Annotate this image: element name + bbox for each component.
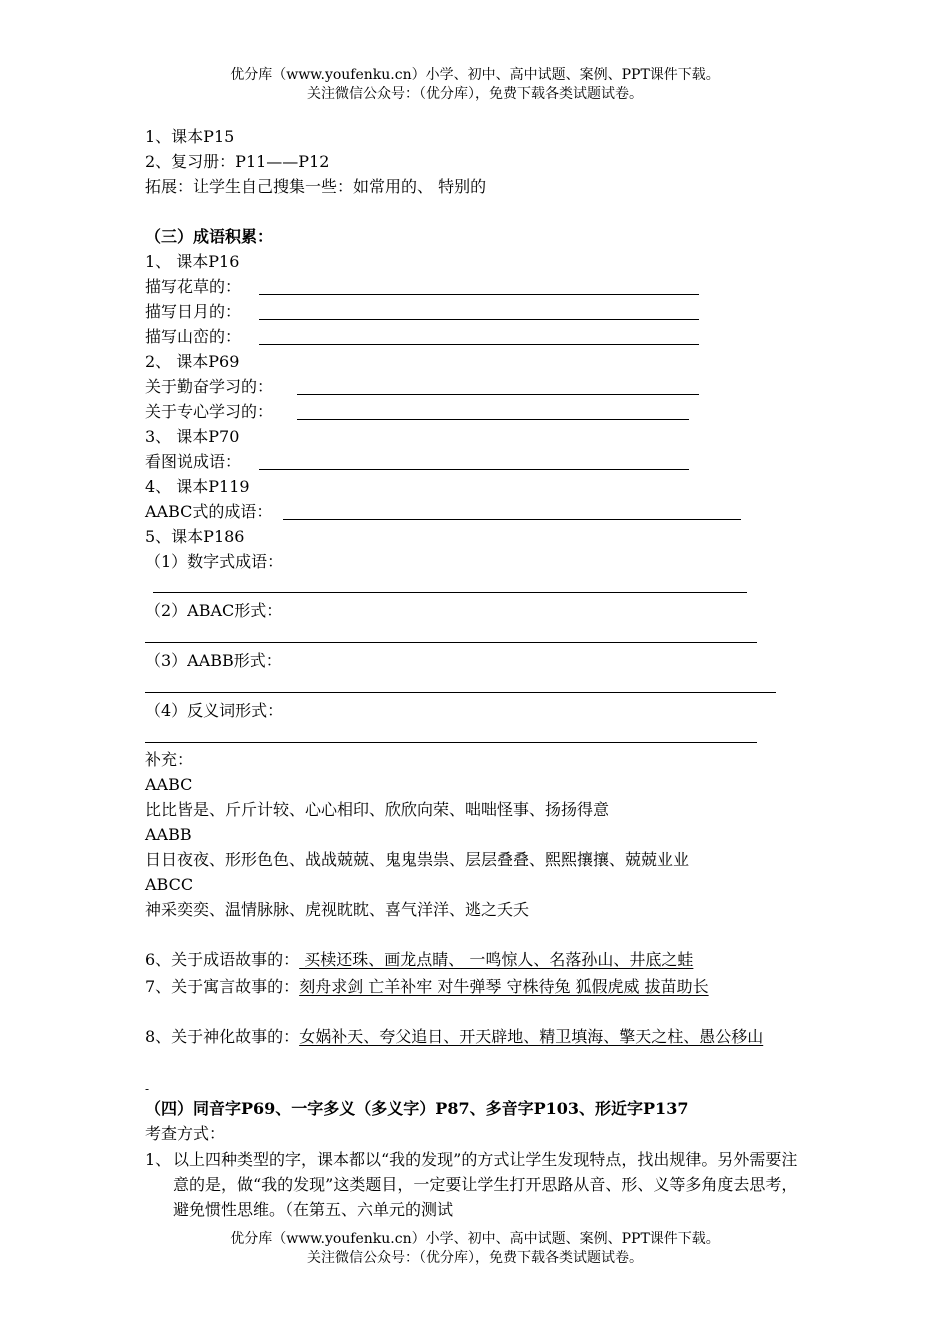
fill-label: 看图说成语： — [145, 452, 242, 471]
page-footer-line2: 关注微信公众号：（优分库），免费下载各类试题试卷。 — [307, 1250, 643, 1266]
story-line — [145, 974, 810, 999]
answer-blank — [259, 469, 689, 470]
answer-blank — [297, 419, 689, 420]
story-answers: 女娲补天、夸父追日、开天辟地、精卫填海、擎天之柱、愚公移山 — [299, 1027, 764, 1046]
answer-blank — [259, 344, 699, 345]
page-header-line2: 关注微信公众号：（优分库），免费下载各类试题试卷。 — [307, 86, 643, 102]
text-line: （2）ABAC形式： — [145, 601, 283, 620]
story-answers: 买椟还珠、画龙点睛、 一鸣惊人、名落孙山、井底之蛙 — [299, 950, 694, 969]
answer-blank — [153, 592, 747, 593]
idiom-list: 神采奕奕、温情脉脉、虎视眈眈、喜气洋洋、逃之夭夭 — [145, 900, 530, 919]
paragraph-text — [145, 1147, 810, 1222]
story-answers: 刻舟求剑 亡羊补牢 对牛弹琴 守株待兔 狐假虎威 拔苗助长 — [299, 977, 709, 996]
fill-line — [145, 501, 272, 523]
text-line: （3）AABB形式： — [145, 651, 282, 670]
story-label: 8、关于神化故事的： — [145, 1027, 300, 1046]
text-line: 2、 课本P69 — [145, 352, 240, 371]
story-line — [145, 949, 693, 971]
pattern-label: ABCC — [145, 875, 194, 894]
fill-label: 描写山峦的： — [145, 327, 242, 346]
answer-blank — [145, 642, 757, 643]
idiom-list: 比比皆是、斤斤计较、心心相印、欣欣向荣、咄咄怪事、扬扬得意 — [145, 800, 610, 819]
paragraph-number: 1、 — [145, 1150, 172, 1169]
fill-line — [145, 301, 241, 323]
fill-line — [145, 276, 241, 298]
fill-line — [145, 376, 273, 398]
fill-label: 关于专心学习的： — [145, 402, 274, 421]
fill-line — [145, 401, 273, 423]
paragraph-body: 以上四种类型的字，课本都以“我的发现”的方式让学生发现特点，找出规律。另外需要注意的是，做“我的发现”这类题目，一定要让学生打开思路从音、形、义等多角度去思考，避免惯性思维。（在第五、六单元的测试 — [173, 1150, 798, 1219]
numbered-paragraph — [145, 1147, 810, 1222]
fill-line — [145, 326, 241, 348]
text-line: 3、 课本P70 — [145, 427, 240, 446]
answer-blank — [145, 692, 776, 693]
section-heading: （四）同音字P69、一字多义（多义字）P87、多音字P103、形近字P137 — [145, 1099, 689, 1118]
section-heading: （三）成语积累： — [145, 227, 274, 246]
text-line: 1、 课本P16 — [145, 252, 240, 271]
text-line: 2、复习册：P11——P12 — [145, 152, 330, 171]
answer-blank — [145, 742, 757, 743]
text-line: 考查方式： — [145, 1124, 226, 1143]
fill-line — [145, 451, 241, 473]
text-line: 5、课本P186 — [145, 527, 245, 546]
answer-blank — [259, 294, 699, 295]
answer-blank — [259, 319, 699, 320]
fill-label: AABC式的成语： — [145, 502, 273, 521]
text-line: 补充： — [145, 750, 194, 769]
story-label: 7、关于寓言故事的： — [145, 977, 300, 996]
pattern-label: AABB — [145, 825, 192, 844]
story-line — [145, 1024, 810, 1049]
stray-dash: - — [145, 1082, 150, 1096]
text-line: 拓展：让学生自己搜集一些：如常用的、 特别的 — [145, 177, 487, 196]
text-line: （1）数字式成语： — [145, 552, 284, 571]
fill-label: 描写花草的： — [145, 277, 242, 296]
fill-label: 描写日月的： — [145, 302, 242, 321]
text-line: （4）反义词形式： — [145, 701, 284, 720]
fill-label: 关于勤奋学习的： — [145, 377, 274, 396]
answer-blank — [283, 519, 741, 520]
pattern-label: AABC — [145, 775, 193, 794]
text-line: 1、课本P15 — [145, 127, 235, 146]
idiom-list: 日日夜夜、形形色色、战战兢兢、鬼鬼祟祟、层层叠叠、熙熙攘攘、兢兢业业 — [145, 850, 690, 869]
text-line: 4、 课本P119 — [145, 477, 250, 496]
answer-blank — [297, 394, 699, 395]
story-label: 6、关于成语故事的： — [145, 950, 300, 969]
page-footer-line1: 优分库（www.youfenku.cn）小学、初中、高中试题、案例、PPT课件下载。 — [230, 1231, 720, 1247]
page-header-line1: 优分库（www.youfenku.cn）小学、初中、高中试题、案例、PPT课件下载。 — [230, 67, 720, 83]
